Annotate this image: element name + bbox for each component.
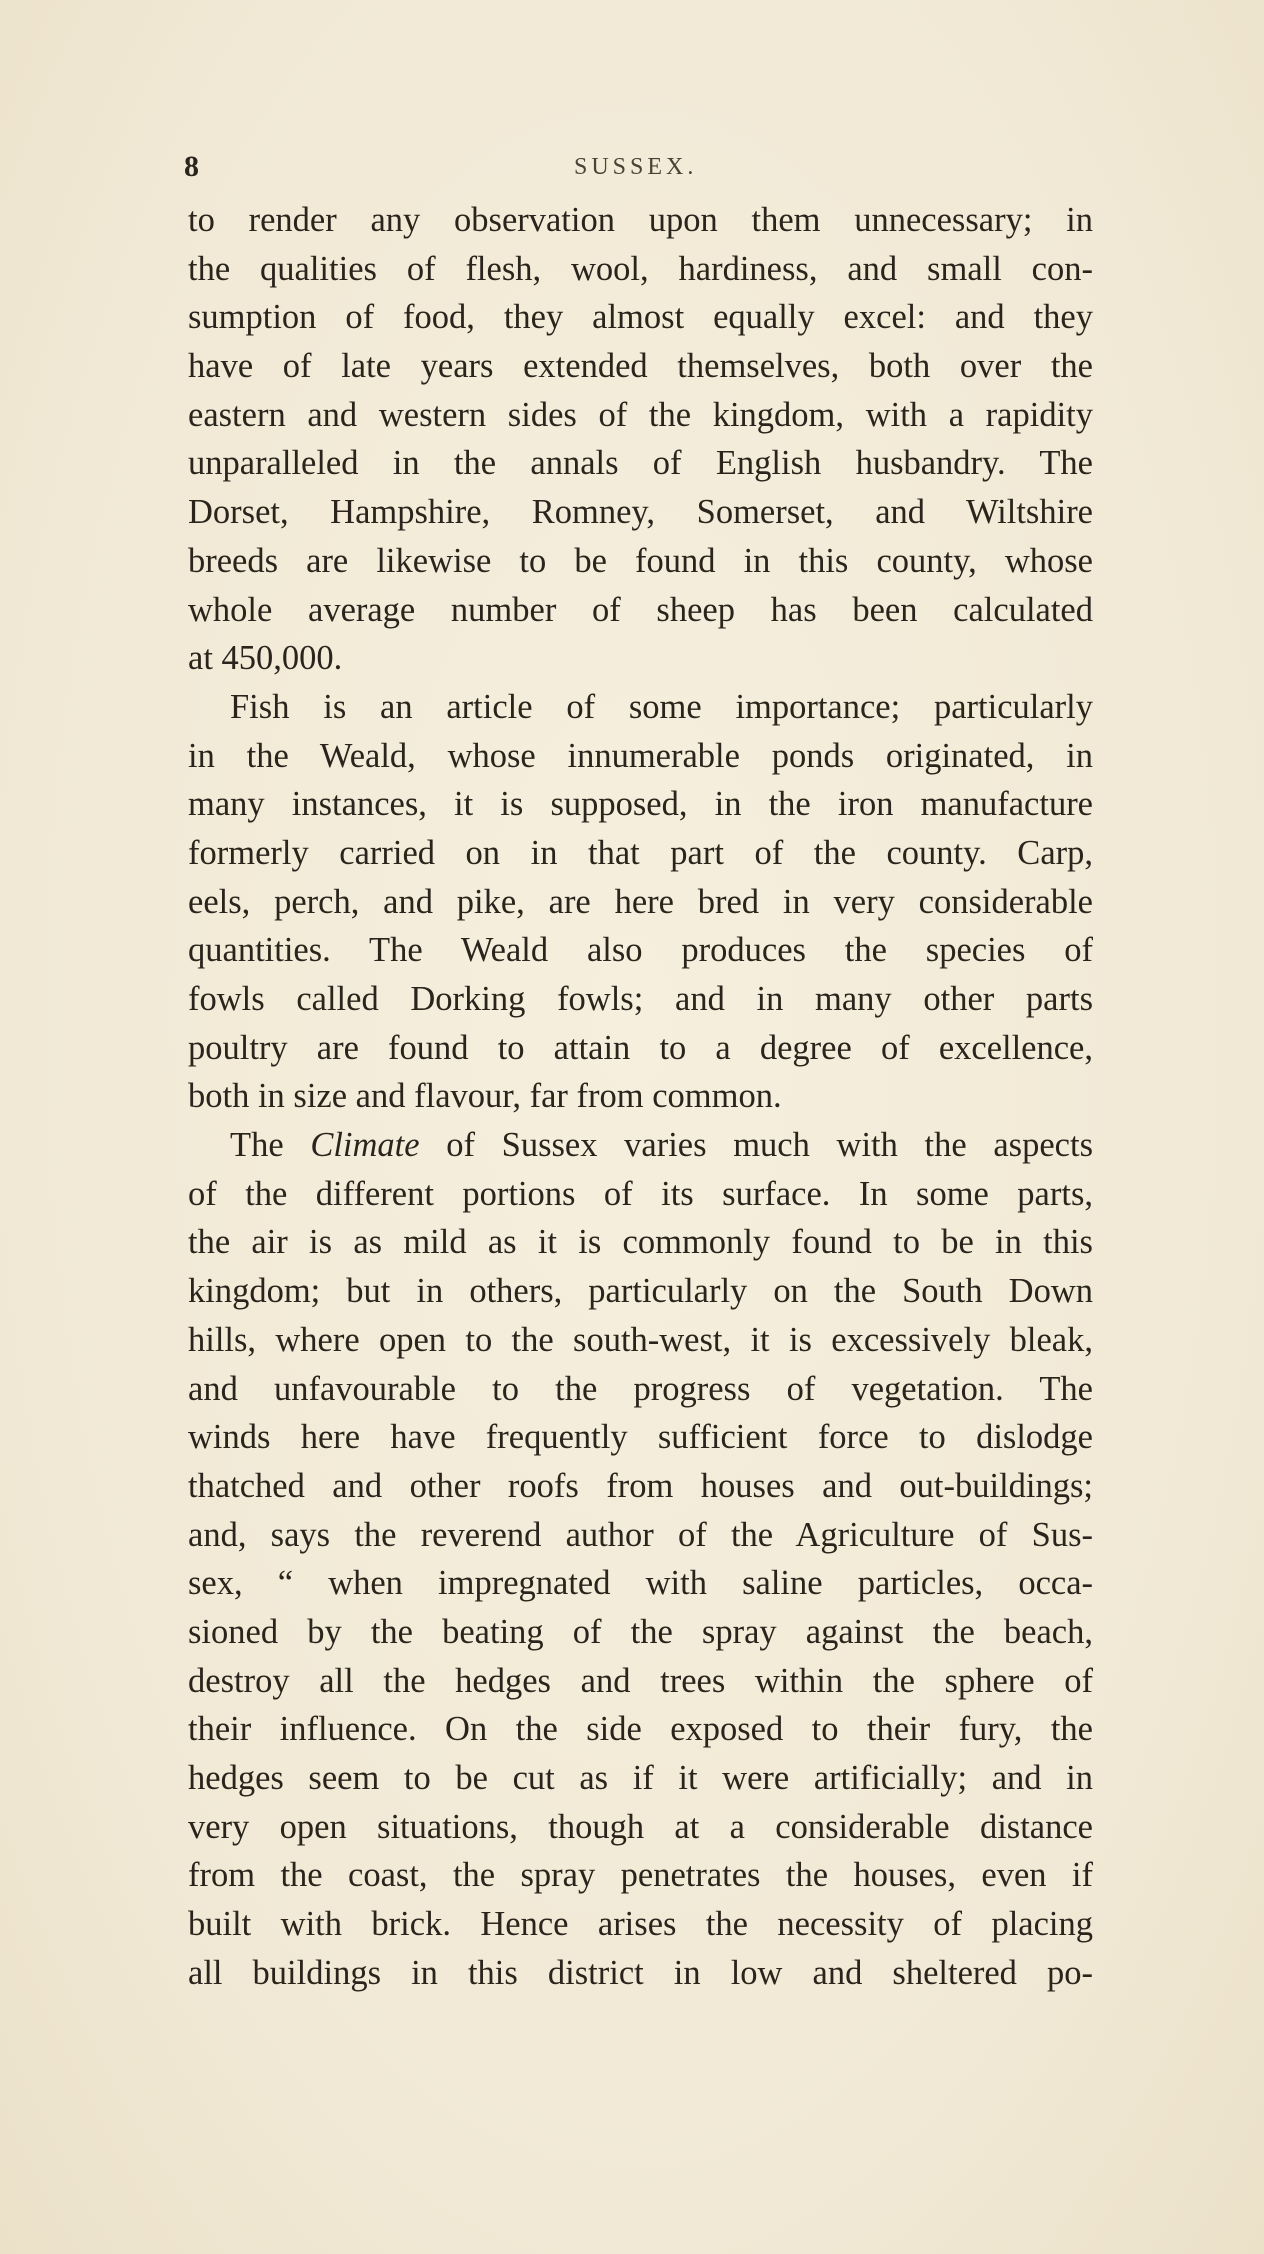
text-line: fowls called Dorking fowls; and in many other parts bbox=[188, 980, 1093, 1018]
text-line: of the different portions of its surface. In some parts, bbox=[188, 1174, 1093, 1213]
text-line: have of late years extended themselves, both over the bbox=[188, 347, 1093, 386]
text-line: from the coast, the spray penetrates the houses, even if bbox=[188, 1856, 1093, 1895]
page-number: 8 bbox=[184, 150, 199, 183]
text-line: very open situations, though at a considerable distance bbox=[188, 1807, 1093, 1846]
text-line: whole average number of sheep has been calculated bbox=[188, 590, 1093, 629]
text-line: both in size and flavour, far from common. bbox=[188, 1077, 782, 1116]
text-line: Fish is an article of some importance; particularly bbox=[230, 687, 1093, 726]
text-line: quantities. The Weald also produces the species of bbox=[188, 931, 1093, 970]
text-line: sumption of food, they almost equally excel: and they bbox=[188, 298, 1093, 337]
text-line: destroy all the hedges and trees within the sphere of bbox=[188, 1661, 1093, 1700]
text-line: to render any observation upon them unnecessary; in bbox=[188, 201, 1093, 239]
text-line: the air is as mild as it is commonly found to be in this bbox=[188, 1223, 1093, 1262]
page-header bbox=[184, 150, 1084, 190]
text-line: hills, where open to the south-west, it is excessively bleak, bbox=[188, 1320, 1093, 1359]
text-line: and unfavourable to the progress of vegetation. The bbox=[188, 1369, 1093, 1408]
text-line: kingdom; but in others, particularly on the South Down bbox=[188, 1272, 1093, 1311]
text-line: in the Weald, whose innumerable ponds originated, in bbox=[188, 736, 1093, 775]
text-line: their influence. On the side exposed to their fury, the bbox=[188, 1710, 1093, 1749]
text-line: sioned by the beating of the spray against the beach, bbox=[188, 1612, 1093, 1651]
text-line: and, says the reverend author of the Agriculture of Sus- bbox=[188, 1515, 1093, 1554]
running-head: SUSSEX. bbox=[574, 154, 698, 180]
text-line: winds here have frequently sufficient force to dislodge bbox=[188, 1418, 1093, 1457]
text-line: unparalleled in the annals of English husbandry. The bbox=[188, 444, 1093, 483]
text-line: breeds are likewise to be found in this county, whose bbox=[188, 541, 1093, 580]
text-line: sex, “ when impregnated with saline particles, occa- bbox=[188, 1564, 1093, 1603]
text-line: poultry are found to attain to a degree of excellence, bbox=[188, 1028, 1093, 1067]
text-run: The bbox=[230, 1126, 311, 1165]
text-line: at 450,000. bbox=[188, 639, 343, 678]
text-line: many instances, it is supposed, in the iron manufacture bbox=[188, 785, 1093, 824]
text-run: of Sussex varies much with the aspects bbox=[419, 1126, 1093, 1165]
text-line: all buildings in this district in low and sheltered po- bbox=[188, 1953, 1093, 1992]
body-text bbox=[188, 196, 1093, 1997]
text-line: the qualities of flesh, wool, hardiness, and small con- bbox=[188, 249, 1093, 288]
text-line: hedges seem to be cut as if it were artificially; and in bbox=[188, 1759, 1093, 1797]
text-line: Dorset, Hampshire, Romney, Somerset, and Wiltshire bbox=[188, 493, 1093, 532]
text-line: built with brick. Hence arises the necessity of placing bbox=[188, 1905, 1093, 1944]
text-line: formerly carried on in that part of the county. Carp, bbox=[188, 833, 1093, 872]
italic-term: Climate bbox=[310, 1126, 420, 1165]
text-line: thatched and other roofs from houses and out-buildings; bbox=[188, 1466, 1093, 1505]
text-line: eastern and western sides of the kingdom, with a rapidity bbox=[188, 395, 1093, 434]
text-line: eels, perch, and pike, are here bred in very considerable bbox=[188, 882, 1093, 921]
text-line bbox=[188, 1121, 1093, 1170]
